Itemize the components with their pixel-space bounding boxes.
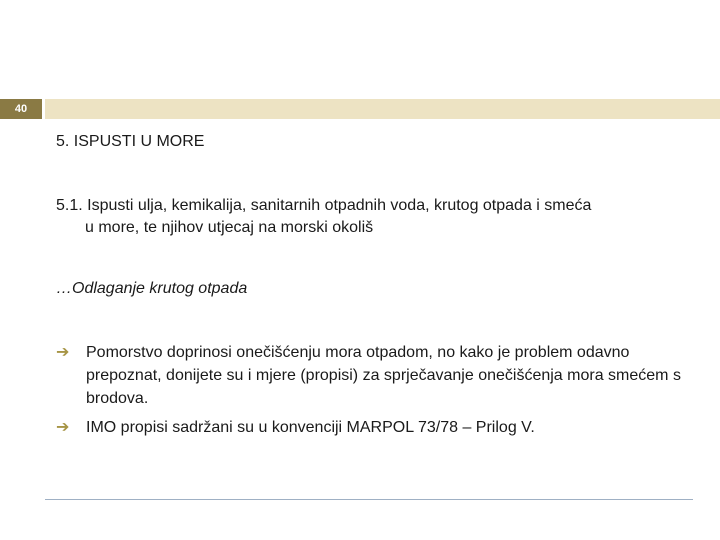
topic-text: Odlaganje krutog otpada [72,280,248,297]
section-title: 5. ISPUSTI U MORE [56,133,205,150]
bullet-text: IMO propisi sadržani su u konvenciji MARPOL 73/78 – Prilog V. [86,419,535,436]
header-bar [45,99,720,119]
subsection-title-line2: u more, te njihov utjecaj na morski okoliš [85,219,374,236]
subsection-title [56,195,686,239]
subsection-title-line1: 5.1. Ispusti ulja, kemikalija, sanitarnih otpadnih voda, krutog otpada i smeća [56,197,592,214]
footer-divider [45,499,693,500]
arrow-right-icon: ➔ [56,419,70,436]
bullet-item [56,341,686,410]
bullet-text: Pomorstvo doprinosi onečišćenju mora otpadom, no kako je problem odavno prepoznat, donijete su i mjere (propisi) za sprječavanje onečišćenja mora smećem s brodova. [86,344,681,407]
bullet-item [56,416,686,439]
arrow-right-icon: ➔ [56,344,70,361]
topic-prefix: … [56,280,72,297]
topic-heading [56,280,247,298]
bullet-list [56,341,686,445]
page-number: 40 [0,99,42,119]
